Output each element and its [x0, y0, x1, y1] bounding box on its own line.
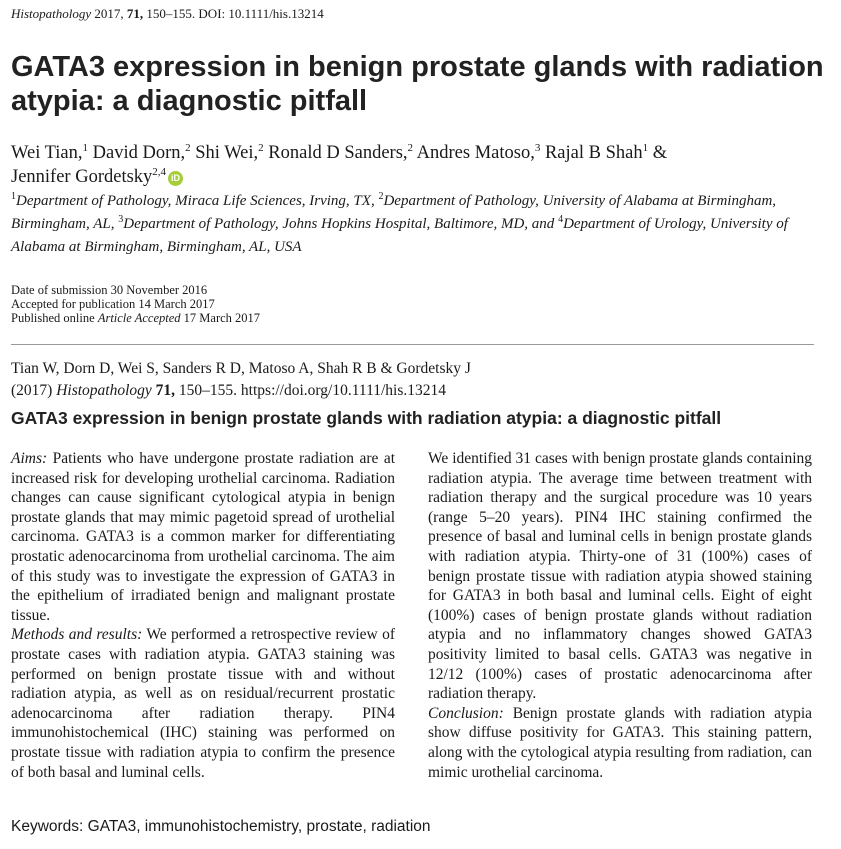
citation-year: (2017)	[11, 382, 53, 399]
abstract-column-right	[428, 449, 812, 782]
author[interactable]: Andres Matoso,	[416, 143, 535, 163]
author-affiliation-sup: 1	[642, 141, 649, 154]
affiliation-text: Department of Pathology, Johns Hopkins Hospital, Baltimore, MD, and	[123, 216, 555, 232]
author-separator: &	[652, 143, 668, 163]
aims-text: Patients who have undergone prostate radiation are at increased risk for developing urothelial carcinoma. Radiation changes can cause significant cytological atypia in benign prostate glands that may mimic pagetoid spread of urothelial carcinoma. GATA3 is a common marker for differentiating prostatic adenocarcinoma from urothelial carcinoma. The aim of this study was to investigate the expression of GATA3 in the epithelium of irradiated benign and malignant prostate tissue.	[11, 450, 396, 624]
orcid-icon[interactable]: iD	[168, 171, 183, 186]
journal-doi: DOI: 10.1111/his.13214	[198, 6, 324, 21]
how-to-cite	[11, 358, 826, 402]
aims-label: Aims:	[11, 450, 48, 467]
date-published-status: Article Accepted	[97, 311, 181, 325]
author[interactable]: Shi Wei,	[195, 143, 259, 163]
keywords: Keywords: GATA3, immunohistochemistry, prostate, radiation	[11, 818, 431, 835]
author-affiliation-sup: 2	[407, 141, 414, 154]
citation-source	[11, 380, 826, 402]
author-affiliation-sup: 2	[258, 141, 264, 154]
methods-label: Methods and results:	[11, 626, 143, 644]
citation-authors: Tian W, Dorn D, Wei S, Sanders R D, Matoso A, Shah R B & Gordetsky J	[11, 360, 471, 377]
date-published-date: 17 March 2017	[183, 311, 261, 325]
date-accepted: Accepted for publication 14 March 2017	[11, 297, 215, 311]
abstract-conclusion	[428, 704, 812, 782]
abstract-aims	[11, 449, 395, 625]
affiliations	[11, 190, 826, 259]
author-affiliation-sup: 2	[185, 141, 191, 154]
journal-name: Histopathology	[11, 6, 92, 21]
abstract-column-left	[11, 449, 395, 782]
author[interactable]: Wei Tian,	[11, 143, 83, 163]
journal-pages: 150–155.	[146, 6, 196, 21]
author[interactable]: David Dorn,	[92, 143, 186, 163]
author[interactable]: Rajal B Shah	[544, 143, 643, 163]
author[interactable]: Ronald D Sanders,	[268, 143, 408, 163]
affiliation-text: Department of Pathology, University of Alabama at Birmingham, Birmingham, AL,	[11, 193, 777, 232]
date-published	[11, 311, 260, 325]
affiliation-text: Department of Urology, University of Alabama at Birmingham, Birmingham, AL, USA	[11, 216, 788, 255]
author-affiliation-sup: 1	[82, 141, 88, 154]
conclusion-label: Conclusion:	[428, 704, 504, 722]
article-dates	[11, 283, 260, 325]
methods-text: We performed a retrospective review of prostate cases with radiation atypia. GATA3 staining was performed on benign prostate tissue with and without radiation atypia, as well as on residual/recurrent prostatic adenocarcinoma after radiation therapy. PIN4 immunohistochemical (IHC) staining was performed on prostate tissue with radiation atypia to confirm the presence of both basal and luminal cells.	[11, 626, 395, 781]
article-title: GATA3 expression in benign prostate glands with radiation atypia: a diagnostic pitfall	[11, 51, 824, 117]
section-divider	[11, 344, 814, 345]
citation-journal: Histopathology	[56, 382, 152, 399]
author[interactable]: Jennifer Gordetsky	[11, 167, 153, 187]
citation-doi[interactable]: 150–155. https://doi.org/10.1111/his.13214	[178, 382, 447, 399]
date-published-prefix: Published online	[11, 311, 95, 325]
affiliation-sup: 2	[378, 191, 384, 202]
citation-volume: 71,	[155, 382, 176, 399]
date-submission: Date of submission 30 November 2016	[11, 283, 208, 297]
abstract-title: GATA3 expression in benign prostate glands with radiation atypia: a diagnostic pitfall	[11, 408, 722, 428]
abstract-methods	[11, 625, 395, 782]
affiliation-sup: 1	[11, 191, 16, 202]
conclusion-text: Benign prostate glands with radiation atypia show diffuse positivity for GATA3. This staining pattern, along with the cytological atypia resulting from radiation, can mimic urothelial carcinoma.	[428, 704, 813, 781]
journal-citation-line	[11, 6, 324, 22]
affiliation-sup: 3	[118, 214, 124, 225]
affiliation-sup: 4	[558, 214, 564, 225]
author-affiliation-sup: 3	[534, 141, 541, 154]
author-affiliation-sup: 2,4	[152, 165, 167, 178]
journal-year: 2017,	[94, 6, 124, 21]
affiliation-text: Department of Pathology, Miraca Life Sciences, Irving, TX,	[16, 193, 375, 209]
abstract-results: We identified 31 cases with benign prostate glands containing radiation atypia. The average time between treatment with radiation therapy and the surgical procedure was 10 years (range 5–20 years). PIN4 IHC staining confirmed the presence of basal and luminal cells in benign prostate glands with radiation atypia. Thirty-one of 31 (100%) cases of benign prostate tissue with radiation atypia showed staining for GATA3 in both basal and luminal cells. Eight of eight (100%) cases of benign prostate glands without radiation atypia and no inflammatory changes showed GATA3 positivity limited to basal cells. GATA3 was negative in 12/12 (100%) cases of prostatic adenocarcinoma after radiation therapy.	[428, 450, 812, 703]
journal-volume: 71,	[126, 6, 144, 21]
author-list	[11, 141, 826, 189]
